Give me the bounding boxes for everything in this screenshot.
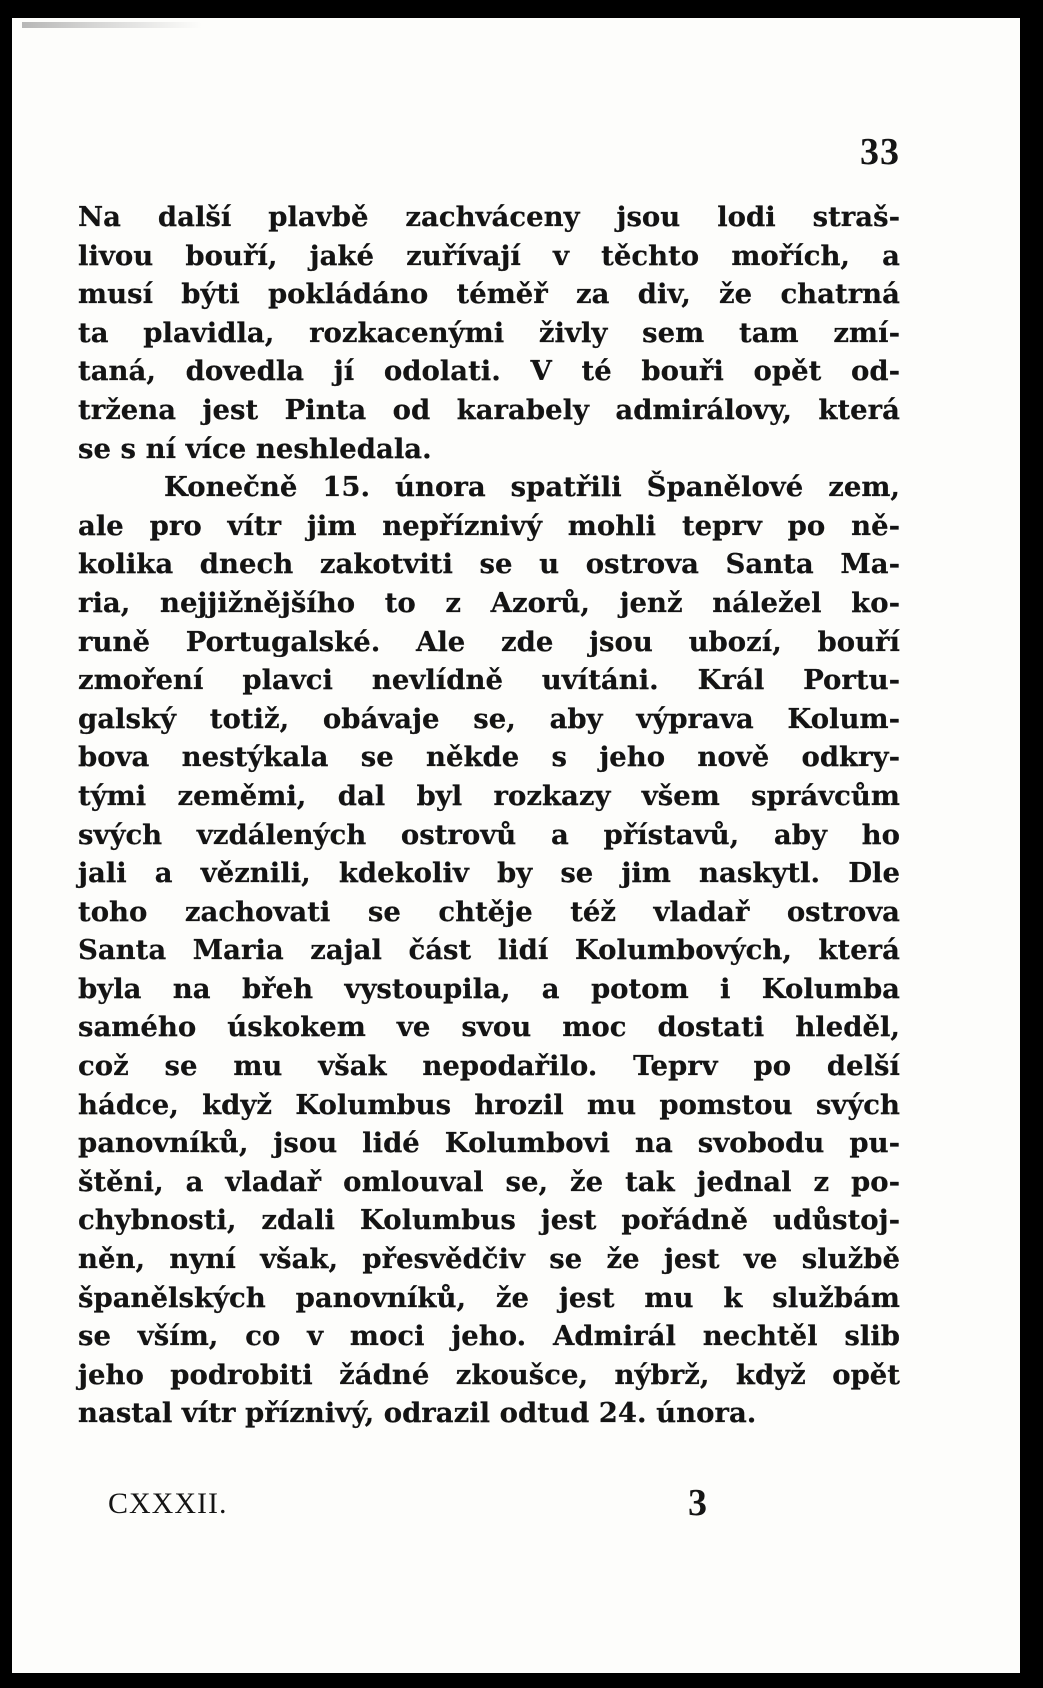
text-line: bova nestýkala se někde s jeho nově odkry- — [78, 741, 900, 774]
text-line: livou bouří, jaké zuřívají v těchto mořích, a — [78, 239, 900, 272]
text-line: španělských panovníků, že jest mu k službám — [78, 1281, 900, 1314]
scan-edge-mark — [22, 22, 202, 28]
text-line: se s ní více neshledala. — [78, 432, 432, 465]
text-line: nastal vítr příznivý, odrazil odtud 24. února. — [78, 1397, 757, 1430]
body-text — [78, 198, 900, 1433]
sheet-number: 3 — [688, 1482, 707, 1524]
text-line: musí býti pokládáno téměř za div, že chatrná — [78, 278, 900, 311]
text-line: panovníků, jsou lidé Kolumbovi na svobodu pu- — [78, 1127, 900, 1160]
text-line: se vším, co v moci jeho. Admirál nechtěl slib — [78, 1320, 900, 1353]
text-line: tými zeměmi, dal byl rozkazy všem správcům — [78, 779, 900, 812]
text-line: tržena jest Pinta od karabely admirálovy, která — [78, 393, 900, 426]
text-line: runě Portugalské. Ale zde jsou ubozí, bouří — [78, 625, 900, 658]
printer-signature: CXXXII. — [108, 1487, 228, 1520]
text-line: ale pro vítr jim nepříznivý mohli teprv po ně- — [78, 509, 900, 542]
text-line: něn, nyní však, přesvědčiv se že jest ve službě — [78, 1243, 900, 1276]
text-line: ta plavidla, rozkacenými živly sem tam zmí- — [78, 316, 900, 349]
text-line: chybnosti, zdali Kolumbus jest pořádně udůstoj- — [78, 1204, 900, 1237]
text-line: taná, dovedla jí odolati. V té bouři opět od- — [78, 355, 900, 388]
text-line: samého úskokem ve svou moc dostati hleděl, — [78, 1011, 900, 1044]
text-line: hádce, když Kolumbus hrozil mu pomstou svých — [78, 1088, 900, 1121]
book-page — [12, 18, 1020, 1673]
text-line: Na další plavbě zachváceny jsou lodi straš- — [78, 201, 900, 233]
text-line: kolika dnech zakotviti se u ostrova Santa Ma- — [78, 548, 900, 581]
text-line: zmoření plavci nevlídně uvítáni. Král Portu- — [78, 664, 900, 697]
text-line: Santa Maria zajal část lidí Kolumbových, která — [78, 934, 900, 967]
text-line: jali a věznili, kdekoliv by se jim naskytl. Dle — [78, 857, 900, 890]
text-line: galský totiž, obávaje se, aby výprava Kolum- — [78, 702, 900, 735]
text-line: což se mu však nepodařilo. Teprv po delší — [78, 1050, 900, 1083]
text-line: toho zachovati se chtěje též vladař ostrova — [78, 895, 900, 928]
text-line: jeho podrobiti žádné zkoušce, nýbrž, když opět — [78, 1358, 900, 1391]
page-number: 33 — [860, 131, 900, 173]
text-line: svých vzdálených ostrovů a přístavů, aby ho — [78, 818, 900, 851]
text-line: ria, nejjižnějšího to z Azorů, jenž náležel ko- — [78, 586, 900, 619]
text-line: Konečně 15. února spatřili Španělové zem, — [164, 471, 900, 504]
text-line: štěni, a vladař omlouval se, že tak jednal z po- — [78, 1165, 900, 1198]
text-line: byla na břeh vystoupila, a potom i Kolumba — [78, 972, 900, 1005]
